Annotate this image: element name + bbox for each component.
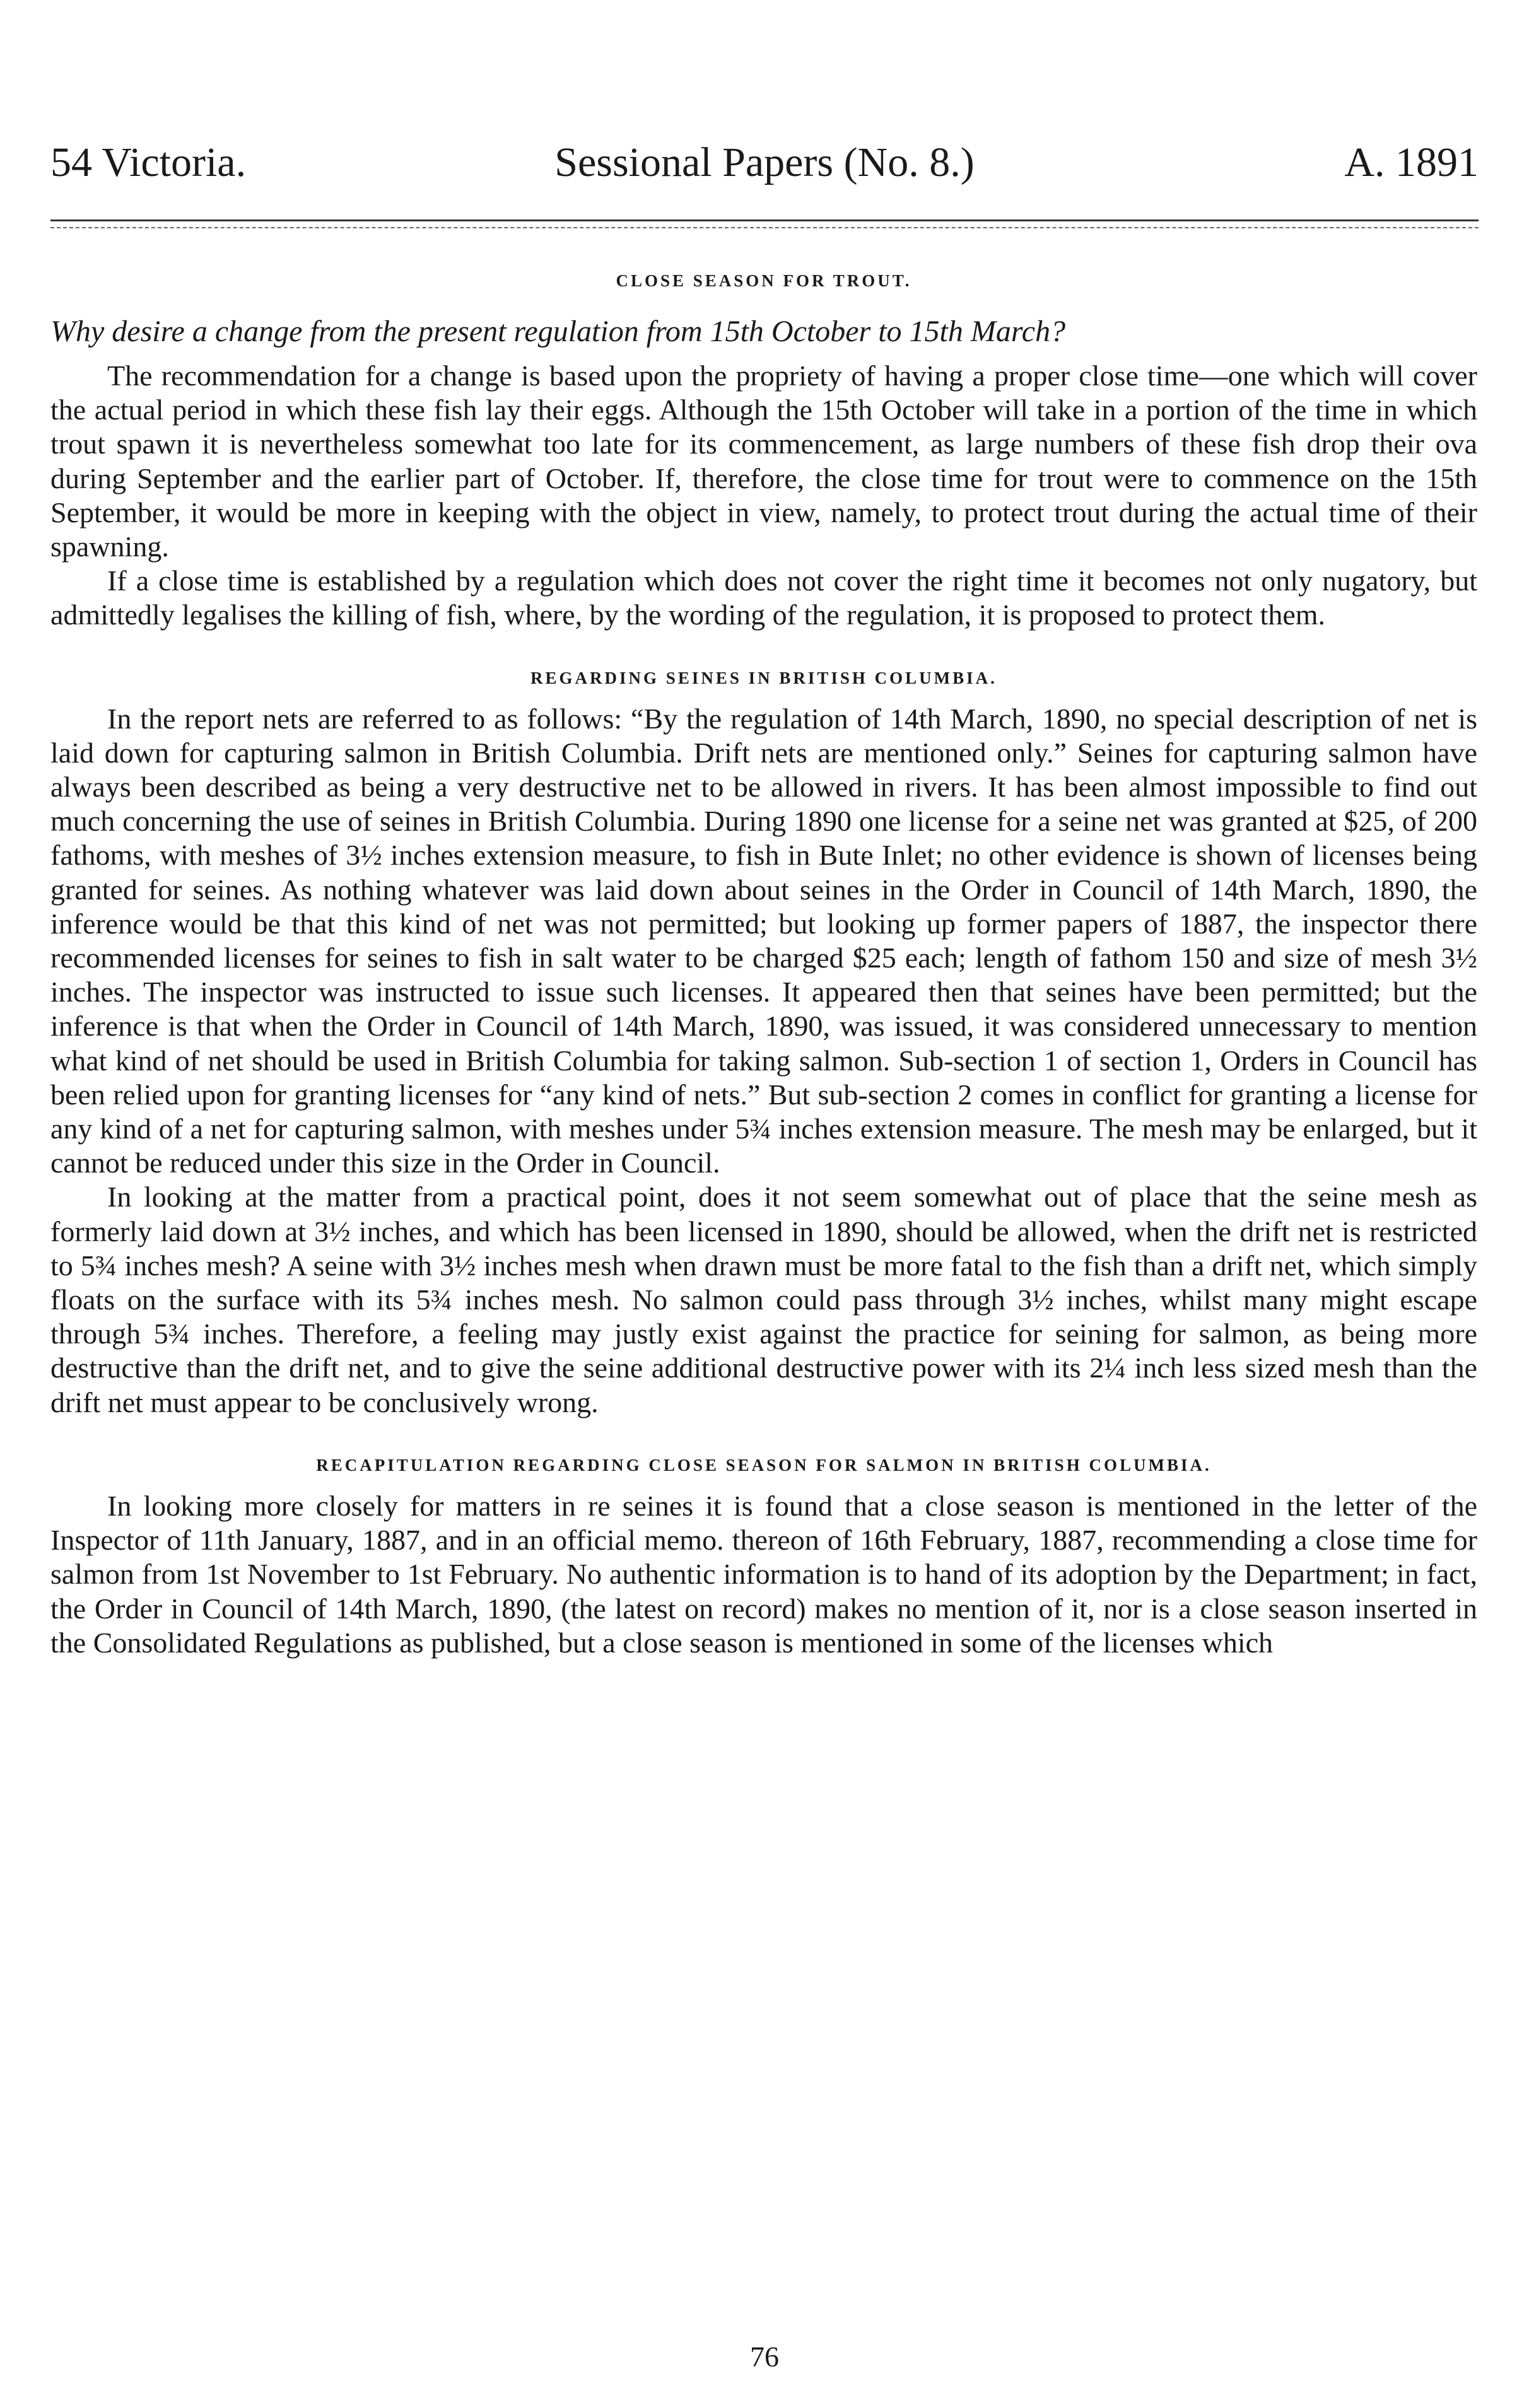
header-title: Sessional Papers (No. 8.) xyxy=(554,139,975,185)
paragraph: In looking more closely for matters in re seines it is found that a close season is mentioned in the letter of the Inspector of 11th January, 1887, and in an official memo. thereon of 16th February, 1887, recommending a close time for salmon from 1st November to 1st February. No authentic information is to hand of its adoption by the Department; in fact, the Order in Council of 14th March, 1890, (the latest on record) makes no mention of it, nor is a close season inserted in the Consolidated Regulations as published, but a close season is mentioned in some of the licenses which xyxy=(50,1489,1477,1659)
spacer xyxy=(50,697,1477,702)
paragraph: If a close time is established by a regulation which does not cover the right time it becomes not only nugatory, but admittedly legalises the killing of fish, where, by the wording of the regulation, it is proposed to protect them. xyxy=(50,564,1477,631)
section-heading-recapitulation: RECAPITULATION REGARDING CLOSE SEASON FOR SALMON IN BRITISH COLUMBIA. xyxy=(316,1455,1212,1475)
page-number: 76 xyxy=(750,2341,779,2373)
header-year: A. 1891 xyxy=(1344,139,1479,185)
paragraph: In the report nets are referred to as follows: “By the regulation of 14th March, 1890, no special description of net is laid down for capturing salmon in British Columbia. Drift nets are mentioned only.” Seines for capturing salmon have always been described as being a very destructive net to be allowed in rivers. It has been almost impossible to find out much concerning the use of seines in British Columbia. During 1890 one license for a seine net was granted at $25, of 200 fathoms, with meshes of 3½ inches extension measure, to fish in Bute Inlet; no other evidence is shown of licenses being granted for seines. As nothing whatever was laid down about seines in the Order in Council of 14th March, 1890, the inference would be that this kind of net was not permitted; but looking up former papers of 1887, the inspector there recommended licenses for seines to fish in salt water to be charged $25 each; length of fathom 150 and size of mesh 3½ inches. The inspector was instructed to issue such licenses. It appeared then that seines have been permitted; but the inference is that when the Order in Council of 14th March, 1890, was issued, it was considered unnecessary to mention what kind of net should be used in British Columbia for taking salmon. Sub-section 1 of section 1, Orders in Council has been relied upon for granting licenses for “any kind of nets.” But sub-section 2 comes in conflict for granting a license for any kind of a net for capturing salmon, with meshes under 5¾ inches extension measure. The mesh may be enlarged, but it cannot be reduced under this size in the Order in Council. xyxy=(50,702,1477,1179)
section-heading-trout: CLOSE SEASON FOR TROUT. xyxy=(616,271,912,290)
running-header xyxy=(50,137,1479,188)
header-rule-dashed xyxy=(50,227,1479,228)
paragraph: The recommendation for a change is based upon the propriety of having a proper close time—one which will cover the actual period in which these fish lay their eggs. Although the 15th October will take in a portion of the time in which trout spawn it is nevertheless somewhat too late for its commencement, as large numbers of these fish drop their ova during September and the earlier part of October. If, therefore, the close time for trout were to commence on the 15th September, it would be more in keeping with the object in view, namely, to protect trout during the actual time of their spawning. xyxy=(50,359,1477,563)
header-rule xyxy=(50,219,1479,221)
spacer xyxy=(50,1484,1477,1489)
paragraph: In looking at the matter from a practical point, does it not seem somewhat out of place that the seine mesh as formerly laid down at 3½ inches, and which has been licensed in 1890, should be allowed, when the drift net is restricted to 5¾ inches mesh? A seine with 3½ inches mesh when drawn must be more fatal to the fish than a drift net, which simply floats on the surface with its 5¾ inches mesh. No salmon could pass through 3½ inches, whilst many might escape through 5¾ inches. Therefore, a feeling may justly exist against the practice for seining for salmon, as being more destructive than the drift net, and to give the seine additional destructive power with its 2¼ inch less sized mesh than the drift net must appear to be conclusively wrong. xyxy=(50,1181,1477,1418)
header-session: 54 Victoria. xyxy=(50,139,247,185)
page-body xyxy=(50,262,1477,1660)
section-heading-seines: REGARDING SEINES IN BRITISH COLUMBIA. xyxy=(530,668,997,687)
section-question: Why desire a change from the present regulation from 15th October to 15th March? xyxy=(50,315,1066,348)
